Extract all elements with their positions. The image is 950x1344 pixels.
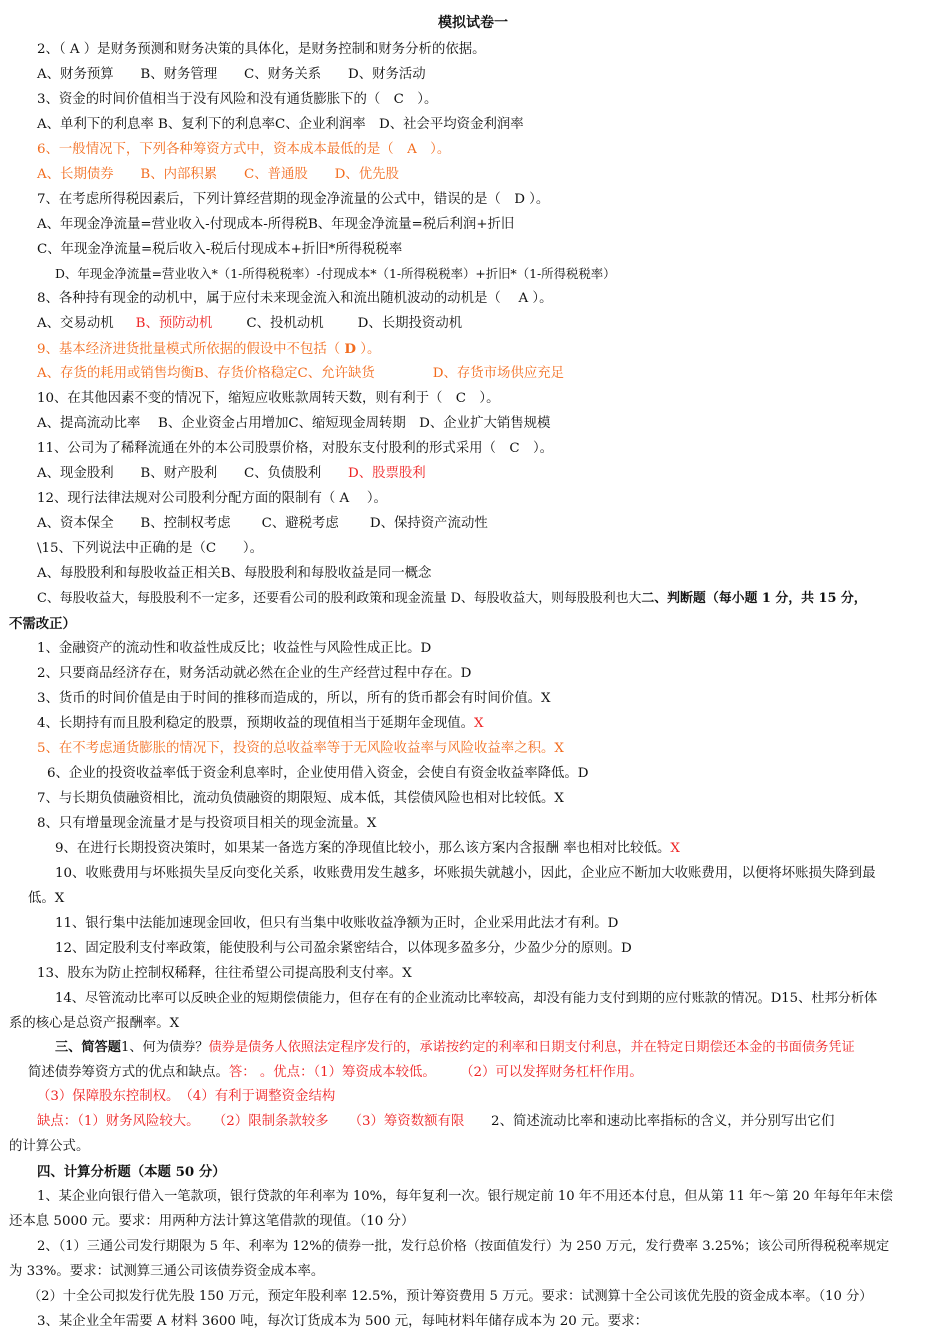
judge-10-cont: 低。X <box>28 891 65 906</box>
question-12: 12、现行法律法规对公司股利分配方面的限制有（ A ）。 <box>37 491 387 506</box>
judge-15-cont: 系的核心是总资产报酬率。X <box>9 1016 180 1031</box>
judge-8: 8、只有增量现金流量才是与投资项目相关的现金流量。X <box>37 816 377 831</box>
calc-2-cont: 为 33%。要求：试测算三通公司该债券资金成本率。 <box>9 1264 325 1279</box>
judge-7: 7、与长期负债融资相比，流动负债融资的期限短、成本低，其偿债风险也相对比较低。X <box>37 791 564 806</box>
question-6-options: A、长期债券 B、内部积累 C、普通股 D、优先股 <box>37 167 399 182</box>
judge-2: 2、只要商品经济存在，财务活动就必然在企业的生产经营过程中存在。D <box>37 666 472 681</box>
judge-3: 3、货币的时间价值是由于时间的推移而造成的，所以，所有的货币都会有时间价值。X <box>37 691 551 706</box>
short-answer-bond-cons: 缺点：（1）财务风险较大。 （2）限制条款较多 （3）筹资数额有限 2、简述流动比率和速动比率指标的含义，并分别写出它们 <box>37 1114 835 1129</box>
question-8-option-c: C、投机动机 <box>246 316 324 331</box>
judge-1: 1、金融资产的流动性和收益性成反比；收益性与风险性成正比。D <box>37 641 432 656</box>
calc-2-part-2: （2）十全公司拟发行优先股 150 万元，预定年股利率 12.5%，预计筹资费用 5 万元。要求：试测算十全公司该优先股的资金成本率。（10 分） <box>28 1289 873 1304</box>
question-7-option-c: C、年现金净流量=税后收入-税后付现成本+折旧*所得税税率 <box>37 242 403 257</box>
question-9: 9、基本经济进货批量模式所依据的假设中不包括（ D ）。 <box>37 341 381 357</box>
judge-6: 6、企业的投资收益率低于资金利息率时，企业使用借入资金，会使自有资金收益率降低。D <box>47 766 589 781</box>
question-10: 10、在其他因素不变的情况下，缩短应收账款周转天数，则有利于（ C ）。 <box>37 391 500 406</box>
question-7: 7、在考虑所得税因素后，下列计算经营期的现金净流量的公式中，错误的是（ D ）。 <box>37 192 550 207</box>
question-15-options-cd: C、每股收益大，每股股利不一定多，还要看公司的股利政策和现金流量 D、每股收益大，则每股股利也大二、判断题（每小题 1 分，共 15 分， <box>37 591 867 606</box>
question-7-options-ab: A、年现金净流量=营业收入-付现成本-所得税B、年现金净流量=税后利润+折旧 <box>37 217 515 232</box>
question-3: 3、资金的时间价值相当于没有风险和没有通货膨胀下的（ C ）。 <box>37 92 438 107</box>
section-3-heading: 三、简答题 <box>55 1040 121 1055</box>
question-2: 2、（ A ）是财务预测和财务决策的具体化，是财务控制和财务分析的依据。 <box>37 42 486 57</box>
question-6: 6、一般情况下，下列各种筹资方式中，资本成本最低的是（ A ）。 <box>37 142 451 157</box>
question-15: \15、下列说法中正确的是（C ）。 <box>37 541 263 556</box>
question-9-options: A、存货的耗用或销售均衡B、存货价格稳定C、允许缺货 D、存货市场供应充足 <box>37 366 565 381</box>
calc-1: 1、某企业向银行借入一笔款项，银行贷款的年利率为 10%，每年复利一次。银行规定前 10 年不用还本付息，但从第 11 年～第 20 年每年年末偿 <box>37 1189 893 1204</box>
question-2-options: A、财务预算 B、财务管理 C、财务关系 D、财务活动 <box>37 67 426 82</box>
judge-5: 5、在不考虑通货膨胀的情况下，投资的总收益率等于无风险收益率与风险收益率之积。X <box>37 741 564 756</box>
question-8-options <box>37 315 462 333</box>
question-11: 11、公司为了稀释流通在外的本公司股票价格，对股东支付股利的形式采用（ C ）。 <box>37 441 554 456</box>
question-8-option-d: D、长期投资动机 <box>357 316 463 331</box>
judge-4: 4、长期持有而且股利稳定的股票，预期收益的现值相当于延期年金现值。X <box>37 716 484 731</box>
question-15-options-ab: A、每股股利和每股收益正相关B、每股股利和每股收益是同一概念 <box>37 566 432 581</box>
question-8: 8、各种持有现金的动机中，属于应付未来现金流入和流出随机波动的动机是（ A ）。 <box>37 291 553 306</box>
short-answer-bond-pros: 简述债券筹资方式的优点和缺点。答： 。优点：（1）筹资成本较低。 （2）可以发挥财务杠杆作用。 <box>28 1065 643 1080</box>
judge-14: 14、尽管流动比率可以反映企业的短期偿债能力，但存在有的企业流动比率较高，却没有能力支付到期的应付账款的情况。D15、杜邦分析体 <box>55 991 878 1006</box>
section-2-heading-cont: 不需改正） <box>9 616 76 632</box>
short-answer-2-cont: 的计算公式。 <box>9 1139 90 1154</box>
short-answer-1: 三、简答题1、何为债券？债券是债务人依照法定程序发行的，承诺按约定的利率和日期支付利息，并在特定日期偿还本金的书面债务凭证 <box>55 1040 855 1055</box>
question-8-option-b: B、预防动机 <box>135 316 213 331</box>
question-7-option-d: D、年现金净流量=营业收入*（1-所得税税率）-付现成本*（1-所得税税率）+折旧*（1-所得税税率） <box>55 266 616 281</box>
judge-9: 9、在进行长期投资决策时，如果某一备选方案的净现值比较小，那么该方案内含报酬 率也相对比较低。X <box>55 841 680 856</box>
judge-11: 11、银行集中法能加速现金回收，但只有当集中收账收益净额为正时，企业采用此法才有利。D <box>55 916 619 931</box>
question-3-options: A、单利下的利息率 B、复利下的利息率C、企业利润率 D、社会平均资金利润率 <box>37 117 524 132</box>
calc-1-cont: 还本息 5000 元。要求：用两种方法计算这笔借款的现值。（10 分） <box>9 1214 415 1229</box>
section-2-heading: 二、判断题（每小题 1 分，共 15 分， <box>641 591 867 606</box>
judge-10: 10、收账费用与坏账损失呈反向变化关系，收账费用发生越多，坏账损失就越小，因此，企业应不断加大收账费用，以便将坏账损失降到最 <box>55 866 876 881</box>
short-answer-2: 2、简述流动比率和速动比率指标的含义，并分别写出它们 <box>464 1114 835 1129</box>
section-4-heading: 四、计算分析题（本题 50 分） <box>37 1164 226 1180</box>
calc-2: 2、（1）三通公司发行期限为 5 年、利率为 12%的债券一批，发行总价格（按面值发行）为 250 万元，发行费率 3.25%；该公司所得税税率规定 <box>37 1239 890 1254</box>
question-12-options: A、资本保全 B、控制权考虑 C、避税考虑 D、保持资产流动性 <box>37 516 488 531</box>
question-11-options: A、现金股利 B、财产股利 C、负债股利 D、股票股利 <box>37 466 426 481</box>
question-8-option-a: A、交易动机 <box>37 316 114 331</box>
document-title: 模拟试卷一 <box>438 15 508 31</box>
judge-12: 12、固定股利支付率政策，能使股利与公司盈余紧密结合，以体现多盈多分，少盈少分的原则。D <box>55 941 632 956</box>
question-10-options: A、提高流动比率 B、企业资金占用增加C、缩短现金周转期 D、企业扩大销售规模 <box>37 416 551 431</box>
calc-3: 3、某企业全年需要 A 材料 3600 吨，每次订货成本为 500 元，每吨材料年储存成本为 20 元。要求： <box>37 1314 648 1329</box>
judge-13: 13、股东为防止控制权稀释，往往希望公司提高股利支付率。X <box>37 966 412 981</box>
short-answer-bond-pros-cont: （3）保障股东控制权。 （4）有利于调整资金结构 <box>37 1089 336 1104</box>
